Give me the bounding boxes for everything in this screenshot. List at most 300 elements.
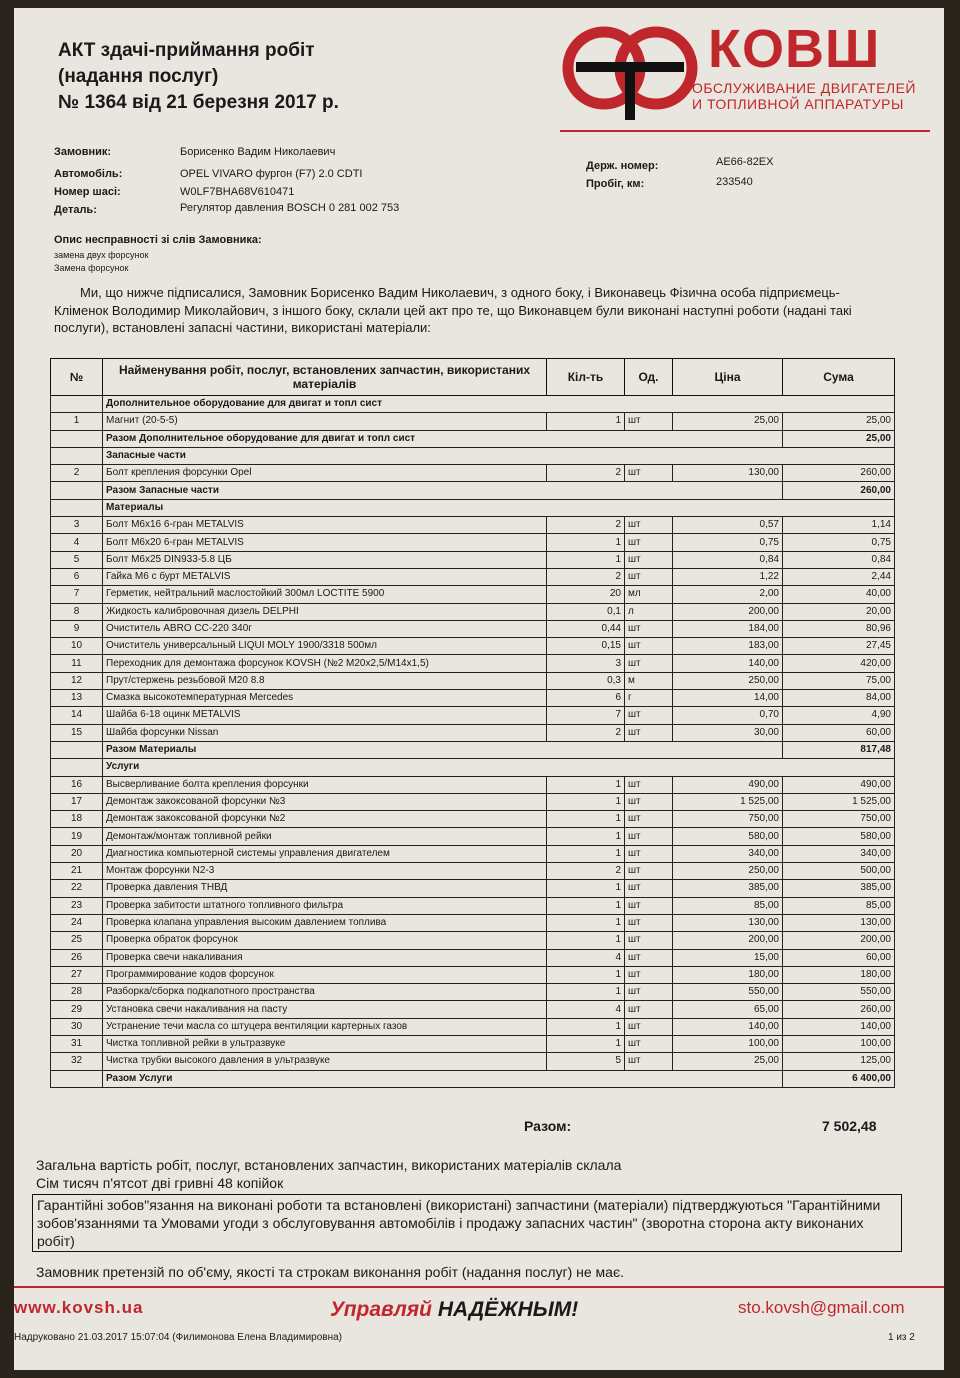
table-row (51, 413, 895, 430)
row-number: 21 (51, 863, 103, 880)
row-name: Чистка топливной рейки в ультразвуке (103, 1035, 547, 1052)
row-price: 130,00 (673, 914, 783, 931)
row-unit: шт (625, 517, 673, 534)
row-unit: л (625, 603, 673, 620)
row-qty: 1 (547, 845, 625, 862)
row-unit: шт (625, 863, 673, 880)
row-name: Герметик, нейтральний маслостойкий 300мл LOCTITE 5900 (103, 586, 547, 603)
row-price: 0,70 (673, 707, 783, 724)
col-header-qty: Кіл-ть (547, 359, 625, 396)
row-sum: 580,00 (783, 828, 895, 845)
row-number: 6 (51, 568, 103, 585)
table-row (51, 1001, 895, 1018)
row-sum: 1,14 (783, 517, 895, 534)
subtotal-row (51, 741, 895, 758)
row-name: Болт крепления форсунки Opel (103, 465, 547, 482)
row-unit: шт (625, 897, 673, 914)
row-qty: 2 (547, 568, 625, 585)
row-price: 490,00 (673, 776, 783, 793)
row-number (51, 482, 103, 499)
mileage-value: 233540 (716, 176, 753, 188)
row-qty: 1 (547, 897, 625, 914)
row-qty: 1 (547, 828, 625, 845)
plate-value: AE66-82EX (716, 156, 774, 168)
slogan (330, 1298, 578, 1322)
row-unit: шт (625, 534, 673, 551)
table-row (51, 984, 895, 1001)
row-price: 0,84 (673, 551, 783, 568)
row-sum: 500,00 (783, 863, 895, 880)
claims-statement: Замовник претензій по об'єму, якості та строкам виконання робіт (надання послуг) не має. (36, 1264, 624, 1280)
row-unit: шт (625, 638, 673, 655)
row-qty: 1 (547, 776, 625, 793)
table-row (51, 845, 895, 862)
row-name: Чистка трубки высокого давления в ультразвуке (103, 1053, 547, 1070)
table-row (51, 914, 895, 931)
row-unit: шт (625, 551, 673, 568)
row-number: 25 (51, 932, 103, 949)
row-price: 140,00 (673, 1018, 783, 1035)
row-number: 4 (51, 534, 103, 551)
row-unit: шт (625, 914, 673, 931)
subtotal-sum: 260,00 (783, 482, 895, 499)
col-header-price: Ціна (673, 359, 783, 396)
subtotal-row (51, 1070, 895, 1087)
table-row (51, 897, 895, 914)
row-sum: 27,45 (783, 638, 895, 655)
title-line-2: (надання послуг) (58, 66, 219, 87)
row-price: 385,00 (673, 880, 783, 897)
row-qty: 1 (547, 1018, 625, 1035)
subtotal-sum: 817,48 (783, 741, 895, 758)
row-price: 25,00 (673, 413, 783, 430)
title-line-1: АКТ здачі-приймання робіт (58, 40, 315, 61)
table-row (51, 672, 895, 689)
table-row (51, 776, 895, 793)
row-price: 550,00 (673, 984, 783, 1001)
row-price: 0,57 (673, 517, 783, 534)
company-logo (560, 19, 930, 132)
row-number (51, 759, 103, 776)
row-qty: 1 (547, 880, 625, 897)
col-header-unit: Од. (625, 359, 673, 396)
table-row (51, 465, 895, 482)
row-unit: шт (625, 465, 673, 482)
row-number: 28 (51, 984, 103, 1001)
row-qty: 2 (547, 465, 625, 482)
row-sum: 750,00 (783, 811, 895, 828)
row-name: Демонтаж закоксованой форсунки №2 (103, 811, 547, 828)
row-number: 22 (51, 880, 103, 897)
row-name: Демонтаж закоксованой форсунки №3 (103, 793, 547, 810)
row-price: 184,00 (673, 620, 783, 637)
row-qty: 4 (547, 1001, 625, 1018)
row-unit: м (625, 672, 673, 689)
table-row (51, 707, 895, 724)
table-row (51, 620, 895, 637)
row-name: Разборка/сборка подкапотного пространства (103, 984, 547, 1001)
row-sum: 80,96 (783, 620, 895, 637)
grand-total-label: Разом: (524, 1118, 572, 1134)
row-sum: 20,00 (783, 603, 895, 620)
row-number: 23 (51, 897, 103, 914)
row-sum: 490,00 (783, 776, 895, 793)
part-label: Деталь: (54, 204, 97, 216)
subtotal-sum: 25,00 (783, 430, 895, 447)
summary-line-1: Загальна вартість робіт, послуг, встановлених запчастин, використаних матеріалів склала (36, 1157, 622, 1173)
row-name: Шайба форсунки Nissan (103, 724, 547, 741)
row-number: 30 (51, 1018, 103, 1035)
row-name: Высверливание болта крепления форсунки (103, 776, 547, 793)
row-name: Проверка давления ТНВД (103, 880, 547, 897)
row-name: Переходник для демонтажа форсунок KOVSH (№2 M20x2,5/M14x1,5) (103, 655, 547, 672)
row-number: 3 (51, 517, 103, 534)
row-qty: 1 (547, 914, 625, 931)
items-table (50, 358, 895, 1088)
row-number: 17 (51, 793, 103, 810)
row-number: 24 (51, 914, 103, 931)
row-sum: 340,00 (783, 845, 895, 862)
table-header-row (51, 359, 895, 396)
row-sum: 125,00 (783, 1053, 895, 1070)
row-number: 19 (51, 828, 103, 845)
row-price: 200,00 (673, 932, 783, 949)
row-sum: 25,00 (783, 413, 895, 430)
row-number: 5 (51, 551, 103, 568)
row-price: 30,00 (673, 724, 783, 741)
page-number: 1 из 2 (888, 1332, 915, 1343)
logo-sub-line-2: И ТОПЛИВНОЙ АППАРАТУРЫ (692, 96, 904, 112)
table-row (51, 811, 895, 828)
row-number (51, 447, 103, 464)
table-row (51, 793, 895, 810)
row-sum: 550,00 (783, 984, 895, 1001)
row-number (51, 1070, 103, 1087)
row-qty: 2 (547, 724, 625, 741)
table-row (51, 690, 895, 707)
row-number: 12 (51, 672, 103, 689)
document-title (58, 38, 339, 116)
row-unit: шт (625, 1001, 673, 1018)
logo-mark-icon (560, 22, 700, 122)
row-number: 18 (51, 811, 103, 828)
subtotal-sum: 6 400,00 (783, 1070, 895, 1087)
row-name: Болт M6x20 6-гран METALVIS (103, 534, 547, 551)
row-name: Проверка обраток форсунок (103, 932, 547, 949)
section-name: Материалы (103, 499, 895, 516)
row-price: 750,00 (673, 811, 783, 828)
section-name: Дополнительное оборудование для двигат и топл сист (103, 396, 895, 413)
table-row (51, 932, 895, 949)
row-price: 250,00 (673, 863, 783, 880)
row-number: 11 (51, 655, 103, 672)
vin-label: Номер шасі: (54, 186, 121, 198)
row-price: 65,00 (673, 1001, 783, 1018)
row-unit: шт (625, 620, 673, 637)
logo-underline (560, 130, 930, 132)
row-price: 1 525,00 (673, 793, 783, 810)
row-price: 25,00 (673, 1053, 783, 1070)
section-row (51, 396, 895, 413)
row-unit: шт (625, 793, 673, 810)
row-number: 15 (51, 724, 103, 741)
row-number: 26 (51, 949, 103, 966)
row-qty: 0,3 (547, 672, 625, 689)
row-name: Демонтаж/монтаж топливной рейки (103, 828, 547, 845)
row-unit: шт (625, 828, 673, 845)
row-unit: мл (625, 586, 673, 603)
row-price: 140,00 (673, 655, 783, 672)
row-qty: 1 (547, 534, 625, 551)
row-price: 100,00 (673, 1035, 783, 1052)
row-qty: 1 (547, 966, 625, 983)
row-sum: 40,00 (783, 586, 895, 603)
row-number: 1 (51, 413, 103, 430)
row-price: 200,00 (673, 603, 783, 620)
row-number (51, 499, 103, 516)
row-unit: шт (625, 845, 673, 862)
row-unit: шт (625, 966, 673, 983)
row-number (51, 396, 103, 413)
row-name: Болт M6x16 6-гран METALVIS (103, 517, 547, 534)
table-row (51, 586, 895, 603)
car-label: Автомобіль: (54, 168, 123, 180)
row-sum: 140,00 (783, 1018, 895, 1035)
row-name: Проверка клапана управления высоким давлением топлива (103, 914, 547, 931)
table-row (51, 655, 895, 672)
table-row (51, 551, 895, 568)
row-sum: 200,00 (783, 932, 895, 949)
title-line-3: № 1364 від 21 березня 2017 р. (58, 92, 339, 113)
fault-description-line-2: Замена форсунок (54, 263, 129, 273)
table-row (51, 949, 895, 966)
row-price: 85,00 (673, 897, 783, 914)
section-row (51, 499, 895, 516)
table-row (51, 724, 895, 741)
row-unit: шт (625, 413, 673, 430)
row-name: Жидкость калибровочная дизель DELPHI (103, 603, 547, 620)
row-qty: 2 (547, 863, 625, 880)
col-header-no: № (51, 359, 103, 396)
fault-description-line-1: замена двух форсунок (54, 250, 149, 260)
row-unit: шт (625, 949, 673, 966)
row-sum: 4,90 (783, 707, 895, 724)
table-row (51, 828, 895, 845)
row-price: 340,00 (673, 845, 783, 862)
row-unit: шт (625, 776, 673, 793)
row-unit: шт (625, 811, 673, 828)
table-row (51, 863, 895, 880)
slogan-part-1: Управляй (330, 1298, 432, 1321)
row-sum: 0,75 (783, 534, 895, 551)
row-unit: шт (625, 984, 673, 1001)
row-number: 13 (51, 690, 103, 707)
row-price: 130,00 (673, 465, 783, 482)
row-number: 8 (51, 603, 103, 620)
row-sum: 180,00 (783, 966, 895, 983)
row-unit: шт (625, 1053, 673, 1070)
row-sum: 1 525,00 (783, 793, 895, 810)
col-header-sum: Сума (783, 359, 895, 396)
intro-paragraph: Ми, що нижче підписалися, Замовник Борисенко Вадим Николаевич, з одного боку, і Виконавець Фізична особа підприємець-Кліменок Володимир Миколайович, з іншого боку, склали цей акт про те, що Виконавцем були виконані наступні роботи (надані такі послуги), встановлені запасні частини, використані матеріали: (54, 285, 852, 335)
section-name: Запасные части (103, 447, 895, 464)
row-name: Программирование кодов форсунок (103, 966, 547, 983)
row-unit: шт (625, 568, 673, 585)
row-unit: шт (625, 932, 673, 949)
row-price: 0,75 (673, 534, 783, 551)
table-row (51, 517, 895, 534)
row-price: 250,00 (673, 672, 783, 689)
row-name: Смазка высокотемпературная Mercedes (103, 690, 547, 707)
logo-subtitle (692, 80, 916, 112)
subtotal-row (51, 430, 895, 447)
row-sum: 0,84 (783, 551, 895, 568)
row-unit: шт (625, 724, 673, 741)
section-row (51, 447, 895, 464)
subtotal-name: Разом Материалы (103, 741, 783, 758)
row-name: Устранение течи масла со штуцера вентиляции картерных газов (103, 1018, 547, 1035)
row-number: 9 (51, 620, 103, 637)
row-number (51, 430, 103, 447)
row-price: 580,00 (673, 828, 783, 845)
row-qty: 4 (547, 949, 625, 966)
row-sum: 260,00 (783, 1001, 895, 1018)
section-name: Услуги (103, 759, 895, 776)
act-document (14, 8, 944, 1370)
section-row (51, 759, 895, 776)
table-row (51, 534, 895, 551)
row-unit: шт (625, 655, 673, 672)
printed-timestamp: Надруковано 21.03.2017 15:07:04 (Филимонова Елена Владимировна) (14, 1332, 342, 1343)
slogan-part-2: НАДЁЖНЫМ! (437, 1298, 579, 1321)
footer-divider (14, 1286, 944, 1288)
row-qty: 7 (547, 707, 625, 724)
row-number: 10 (51, 638, 103, 655)
row-qty: 6 (547, 690, 625, 707)
row-price: 180,00 (673, 966, 783, 983)
row-unit: шт (625, 1035, 673, 1052)
row-qty: 0,1 (547, 603, 625, 620)
table-row (51, 1035, 895, 1052)
row-sum: 260,00 (783, 465, 895, 482)
row-name: Очиститель ABRO CC-220 340г (103, 620, 547, 637)
logo-sub-line-1: ОБСЛУЖИВАНИЕ ДВИГАТЕЛЕЙ (692, 80, 916, 96)
row-number: 27 (51, 966, 103, 983)
row-unit: шт (625, 1018, 673, 1035)
row-qty: 5 (547, 1053, 625, 1070)
row-name: Монтаж форсунки N2-3 (103, 863, 547, 880)
customer-value: Борисенко Вадим Николаевич (180, 146, 336, 158)
row-sum: 100,00 (783, 1035, 895, 1052)
row-sum: 60,00 (783, 724, 895, 741)
row-sum: 60,00 (783, 949, 895, 966)
row-number: 7 (51, 586, 103, 603)
row-name: Болт M6x25 DIN933-5.8 ЦБ (103, 551, 547, 568)
row-sum: 385,00 (783, 880, 895, 897)
col-header-name: Найменування робіт, послуг, встановлених запчастин, використаних матеріалів (103, 359, 547, 396)
row-qty: 1 (547, 413, 625, 430)
email-link[interactable]: sto.kovsh@gmail.com (738, 1298, 905, 1317)
row-qty: 2 (547, 517, 625, 534)
row-number: 31 (51, 1035, 103, 1052)
part-value: Регулятор давления BOSCH 0 281 002 753 (180, 202, 400, 214)
row-qty: 0,15 (547, 638, 625, 655)
row-qty: 1 (547, 984, 625, 1001)
vin-value: W0LF7BHA68V610471 (180, 186, 295, 198)
row-price: 14,00 (673, 690, 783, 707)
summary-line-2: Сім тисяч п'ятсот дві гривні 48 копійок (36, 1175, 284, 1191)
fault-description-heading: Опис несправності зі слів Замовника: (54, 234, 262, 246)
row-name: Магнит (20-5-5) (103, 413, 547, 430)
table-row (51, 603, 895, 620)
row-unit: шт (625, 880, 673, 897)
row-qty: 1 (547, 1035, 625, 1052)
row-price: 183,00 (673, 638, 783, 655)
row-price: 15,00 (673, 949, 783, 966)
row-qty: 0,44 (547, 620, 625, 637)
row-name: Установка свечи накаливания на пасту (103, 1001, 547, 1018)
table-row (51, 966, 895, 983)
row-name: Прут/стержень резьбовой M20 8.8 (103, 672, 547, 689)
website-link[interactable]: www.kovsh.ua (14, 1298, 144, 1317)
row-name: Очиститель универсальный LIQUI MOLY 1900/3318 500мл (103, 638, 547, 655)
row-name: Проверка забитости штатного топливного фильтра (103, 897, 547, 914)
row-name: Проверка свечи накаливания (103, 949, 547, 966)
table-row (51, 568, 895, 585)
table-row (51, 638, 895, 655)
row-name: Диагностика компьютерной системы управления двигателем (103, 845, 547, 862)
row-sum: 130,00 (783, 914, 895, 931)
row-unit: шт (625, 707, 673, 724)
row-sum: 84,00 (783, 690, 895, 707)
car-value: OPEL VIVARO фургон (F7) 2.0 CDTI (180, 168, 363, 180)
row-number: 29 (51, 1001, 103, 1018)
mileage-label: Пробіг, км: (586, 178, 645, 190)
row-price: 1,22 (673, 568, 783, 585)
row-sum: 420,00 (783, 655, 895, 672)
row-qty: 1 (547, 793, 625, 810)
logo-name: КОВШ (708, 19, 881, 79)
row-number: 32 (51, 1053, 103, 1070)
row-qty: 1 (547, 811, 625, 828)
warranty-box: Гарантійні зобов"язання на виконані роботи та встановлені (використані) запчастини (матеріали) підтверджуються "Гарантійними зобов'язаннями та Умовами угоди з обслуговування автомобілів і продажу запасних частин" (зворотна сторона акту виконаних робіт) (32, 1194, 902, 1252)
row-sum: 75,00 (783, 672, 895, 689)
subtotal-name: Разом Дополнительное оборудование для двигат и топл сист (103, 430, 783, 447)
subtotal-name: Разом Запасные части (103, 482, 783, 499)
row-qty: 3 (547, 655, 625, 672)
table-row (51, 1018, 895, 1035)
table-row (51, 880, 895, 897)
customer-label: Замовник: (54, 146, 112, 158)
row-qty: 1 (547, 932, 625, 949)
row-unit: г (625, 690, 673, 707)
subtotal-name: Разом Услуги (103, 1070, 783, 1087)
items-table-body (51, 396, 895, 1088)
row-qty: 1 (547, 551, 625, 568)
row-qty: 20 (547, 586, 625, 603)
subtotal-row (51, 482, 895, 499)
grand-total-value: 7 502,48 (822, 1118, 877, 1134)
row-number: 20 (51, 845, 103, 862)
row-number: 14 (51, 707, 103, 724)
row-name: Гайка M6 с бурт METALVIS (103, 568, 547, 585)
row-price: 2,00 (673, 586, 783, 603)
row-number: 2 (51, 465, 103, 482)
row-sum: 85,00 (783, 897, 895, 914)
row-number (51, 741, 103, 758)
row-sum: 2,44 (783, 568, 895, 585)
table-row (51, 1053, 895, 1070)
